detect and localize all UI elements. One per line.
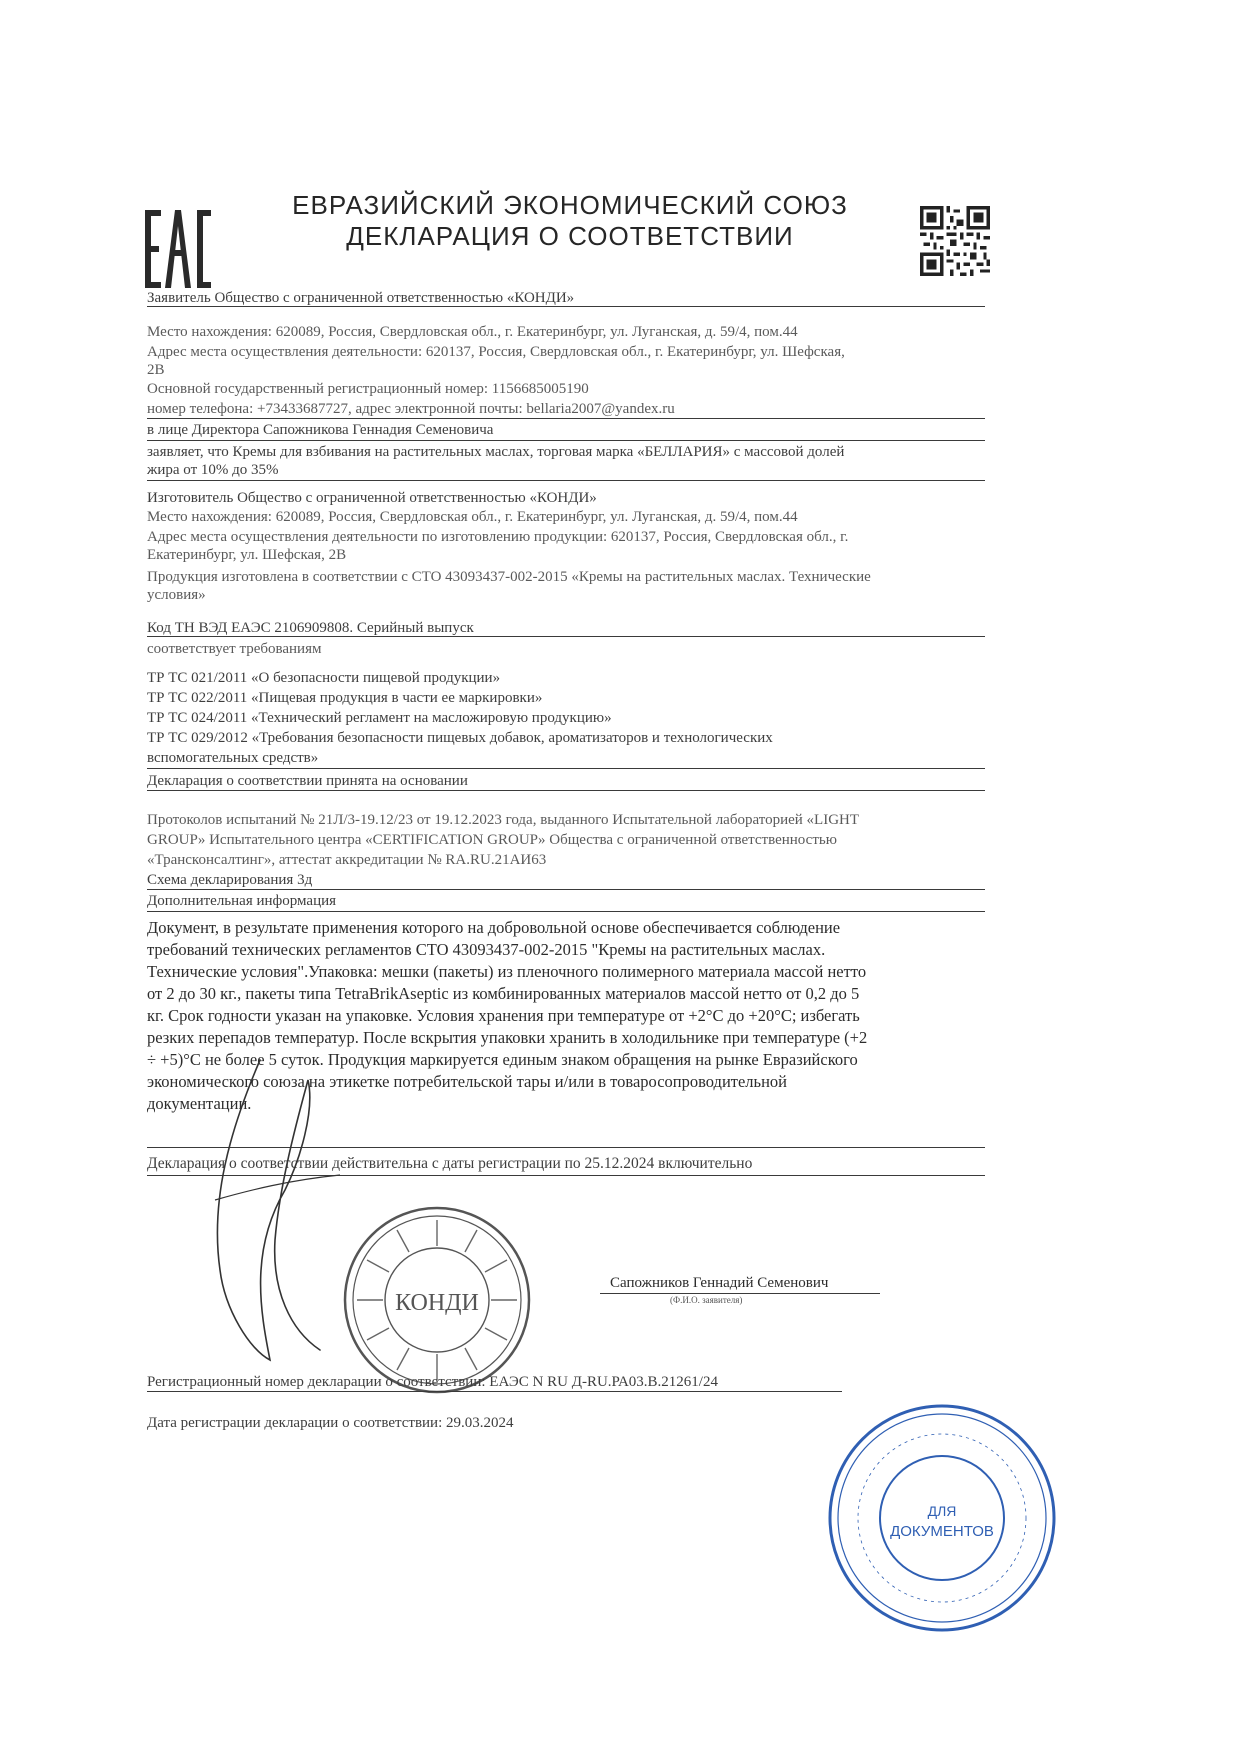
applicant-contacts: номер телефона: +73433687727, адрес электронной почты: bellaria2007@yandex.ru [147, 401, 675, 417]
eac-logo-icon [145, 210, 211, 288]
registration-number: Регистрационный номер декларации о соответствии: ЕАЭС N RU Д-RU.РА03.В.21261/24 [147, 1374, 718, 1390]
divider [147, 440, 985, 441]
company-stamp-text: КОНДИ [395, 1290, 479, 1316]
document-title: ДЕКЛАРАЦИЯ О СООТВЕТСТВИИ [346, 221, 794, 251]
signature-line [600, 1293, 880, 1294]
divider [147, 1391, 842, 1392]
divider [147, 306, 985, 307]
applicant-location: Место нахождения: 620089, Россия, Свердловская обл., г. Екатеринбург, ул. Луганская, д. 59/4, пом.44 [147, 324, 798, 340]
declaration-scheme: Схема декларирования 3д [147, 872, 313, 888]
additional-info-heading: Дополнительная информация [147, 893, 337, 909]
product-code: Код ТН ВЭД ЕАЭС 2106909808. Серийный выпуск [147, 620, 474, 636]
manufacturer-name: Изготовитель Общество с ограниченной ответственностью «КОНДИ» [147, 490, 597, 506]
applicant-representative: в лице Директора Сапожникова Геннадия Семеновича [147, 422, 494, 438]
declaration-statement: заявляет, что Кремы для взбивания на растительных маслах, торговая марка «БЕЛЛАРИЯ» с массовой долей жира от 10% до 35% [147, 444, 845, 478]
test-protocols: Протоколов испытаний № 21Л/3-19.12/23 от 19.12.2023 года, выданного Испытательной лабораторией «LIGHT GROUP» Испытательного центра «CERTIFICATION GROUP» Общества с ограниченной ответственностью «Трансконсалтинг», аттестат аккредитации № RA.RU.21АИ63 [147, 812, 860, 868]
technical-regulations-list: ТР ТС 021/2011 «О безопасности пищевой продукции» ТР ТС 022/2011 «Пищевая продукция в части ее маркировки» ТР ТС 024/2011 «Технический регламент на масложировую продукцию» ТР ТС 029/2012 «Требования безопасности пищевых добавок, ароматизаторов и технологических вспомогательных средств» [147, 670, 773, 766]
basis-heading: Декларация о соответствии принята на основании [147, 773, 468, 789]
certification-stamp [822, 1398, 1062, 1638]
applicant-ogrn: Основной государственный регистрационный номер: 1156685005190 [147, 381, 589, 397]
signer-name: Сапожников Геннадий Семенович [610, 1275, 829, 1291]
certification-stamp-line1: ДЛЯ [927, 1503, 957, 1519]
additional-info-text: Документ, в результате применения которого на добровольной основе обеспечивается соблюдение требований технических регламентов СТО 43093437-002-2015 "Кремы на растительных маслах. Технические условия".Упаковка: мешки (пакеты) из пленочного полимерного материала массой нетто от 2 до 30 кг., пакеты типа TetraBrikAseptic из комбинированных материалов массой нетто от 0,2 до 5 кг. Срок годности указан на упаковке. Условия хранения при температуре от +2°С до +20°С; избегать резких перепадов температур. После вскрытия упаковки хранить в холодильнике при температуре (+2 ÷ +5)°С не более 5 суток. Продукция маркируется единым знаком обращения на рынке Евразийского экономического союза на этикетке потребительской тары и/или в товаросопроводительной документации. [147, 918, 868, 1113]
company-stamp [337, 1200, 537, 1400]
divider [147, 790, 985, 791]
handwritten-signature [190, 1050, 350, 1370]
union-title: ЕВРАЗИЙСКИЙ ЭКОНОМИЧЕСКИЙ СОЮЗ [292, 190, 848, 220]
manufacturer-standard: Продукция изготовлена в соответствии с СТО 43093437-002-2015 «Кремы на растительных маслах. Технические условия» [147, 569, 871, 603]
validity-period: Декларация о соответствии действительна с даты регистрации по 25.12.2024 включительно [147, 1155, 753, 1172]
divider [147, 911, 985, 912]
signer-caption: (Ф.И.О. заявителя) [670, 1295, 743, 1305]
divider [147, 636, 985, 637]
divider [147, 418, 985, 419]
registration-date: Дата регистрации декларации о соответствии: 29.03.2024 [147, 1415, 514, 1431]
applicant-name: Заявитель Общество с ограниченной ответственностью «КОНДИ» [147, 290, 575, 306]
product-conforms: соответствует требованиям [147, 641, 322, 657]
divider [147, 480, 985, 481]
certification-stamp-line2: ДОКУМЕНТОВ [890, 1523, 994, 1540]
qr-code-icon [920, 206, 990, 276]
manufacturer-location: Место нахождения: 620089, Россия, Свердловская обл., г. Екатеринбург, ул. Луганская, д. 59/4, пом.44 [147, 509, 798, 525]
divider [147, 889, 985, 890]
divider [147, 768, 985, 769]
manufacturer-production-address: Адрес места осуществления деятельности по изготовлению продукции: 620137, Россия, Свердловская обл., г. Екатеринбург, ул. Шефская, 2В [147, 529, 849, 563]
applicant-activity-address: Адрес места осуществления деятельности: 620137, Россия, Свердловская обл., г. Екатеринбург, ул. Шефская, 2В [147, 344, 845, 378]
